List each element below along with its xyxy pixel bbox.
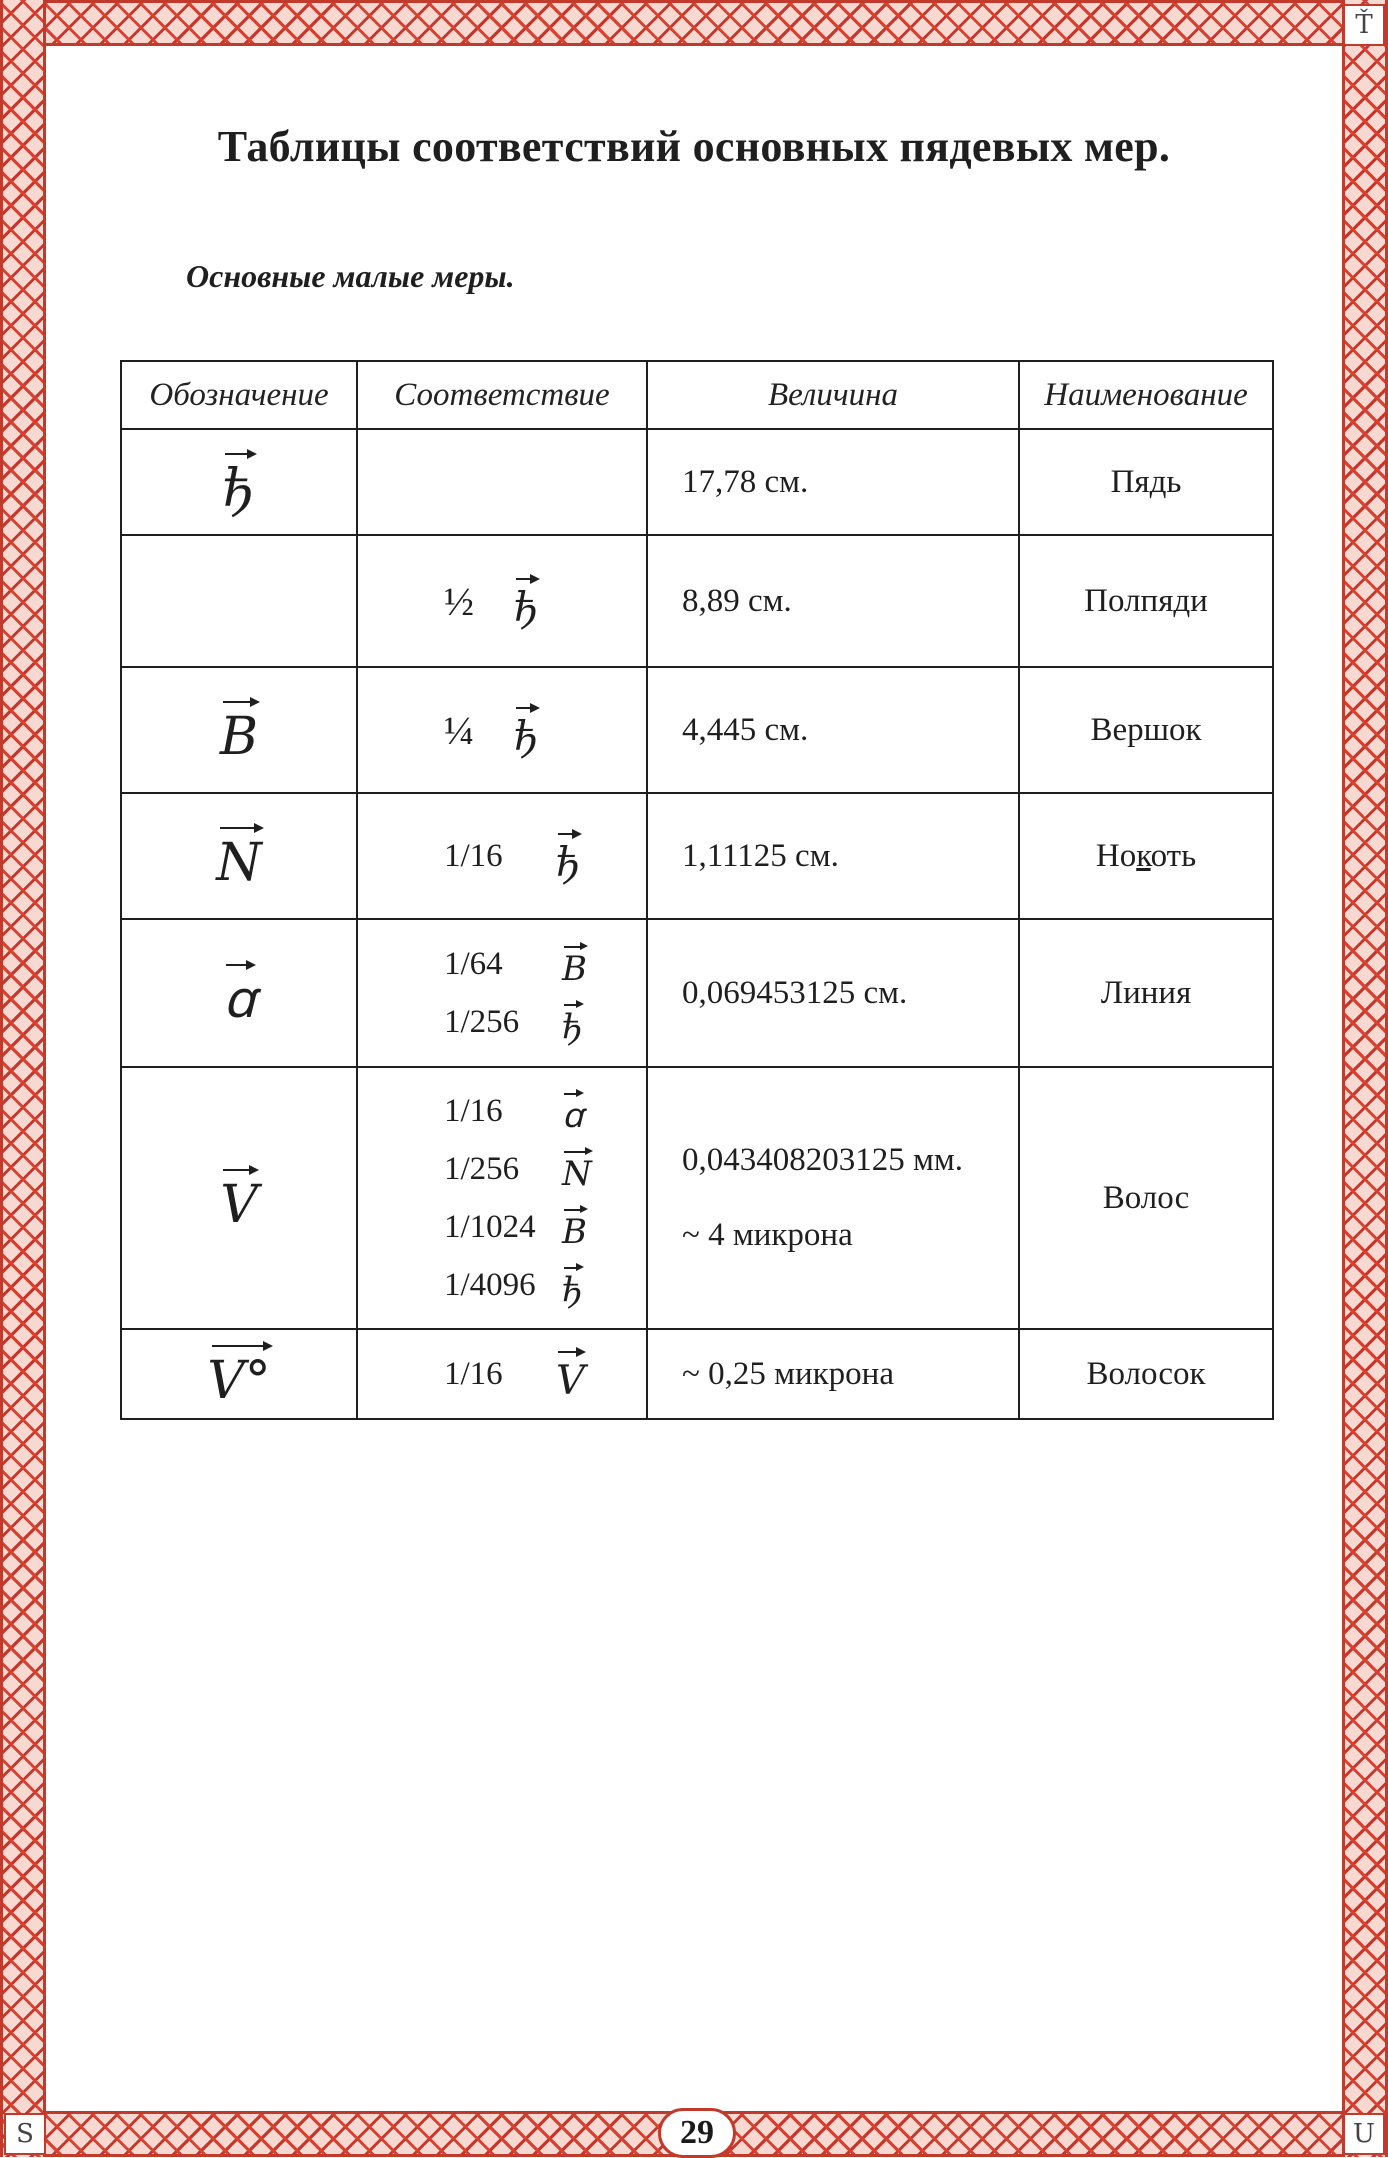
symbol-glyph: ђ — [556, 840, 581, 886]
cell-value — [647, 535, 1019, 667]
cell-name: Пядь — [1019, 429, 1273, 535]
decorative-border-left — [0, 0, 46, 2157]
table-row — [121, 1329, 1273, 1419]
table-row — [121, 1067, 1273, 1329]
table-row — [121, 919, 1273, 1067]
fraction-text: 1/64 — [444, 945, 503, 982]
vector-arrow-icon — [558, 1347, 586, 1357]
fraction-text: ½ — [444, 578, 474, 624]
vector-symbol — [216, 823, 262, 893]
corner-glyph-bottom-left: S — [4, 2113, 46, 2155]
cell-symbol — [121, 1329, 357, 1419]
fraction-text: 1/4096 — [444, 1266, 536, 1303]
symbol-glyph: B — [562, 949, 587, 989]
name-part-stressed: к — [1136, 837, 1151, 874]
symbol-glyph: N — [562, 1154, 592, 1194]
fraction-text: 1/1024 — [444, 1208, 536, 1245]
table-row — [121, 793, 1273, 919]
cell-value — [647, 1067, 1019, 1329]
value-text: 1,11125 см. — [682, 837, 839, 874]
fraction-text: 1/16 — [444, 1355, 503, 1392]
vector-symbol — [220, 1165, 258, 1235]
cell-correspondence — [357, 1067, 647, 1329]
vector-arrow-icon — [564, 1263, 584, 1273]
symbol-glyph: ꭤ — [223, 970, 255, 1030]
value-text: ~ 4 микрона — [682, 1217, 853, 1253]
vector-symbol — [556, 829, 581, 886]
cell-name: Линия — [1019, 919, 1273, 1067]
value-text: 4,445 см. — [682, 711, 809, 748]
vector-symbol — [514, 574, 539, 631]
vector-arrow-icon — [223, 1165, 259, 1175]
cell-name: Волос — [1019, 1067, 1273, 1329]
vector-arrow-icon — [564, 1089, 584, 1099]
symbol-glyph: B — [562, 1212, 587, 1252]
cell-correspondence — [357, 919, 647, 1067]
section-subtitle: Основные малые меры. — [186, 258, 515, 294]
table-row — [121, 535, 1273, 667]
cell-name — [1019, 793, 1273, 919]
symbol-glyph: ђ — [562, 1007, 584, 1047]
vector-arrow-icon — [564, 1000, 584, 1010]
cell-symbol — [121, 535, 357, 667]
cell-value — [647, 793, 1019, 919]
header-designation: Обозначение — [121, 361, 357, 429]
cell-name: Полпяди — [1019, 535, 1273, 667]
symbol-glyph: V — [556, 1358, 585, 1404]
vector-symbol — [222, 449, 256, 519]
vector-arrow-icon — [564, 1205, 588, 1215]
symbol-glyph: ђ — [222, 459, 256, 519]
name-part: Но — [1095, 837, 1137, 874]
corner-glyph-bottom-right: U — [1343, 2113, 1385, 2155]
header-correspondence: Соответствие — [357, 361, 647, 429]
vector-arrow-icon — [220, 823, 264, 833]
cell-symbol — [121, 793, 357, 919]
vector-symbol — [556, 1347, 585, 1404]
value-text: 17,78 см. — [682, 463, 809, 500]
header-value: Величина — [647, 361, 1019, 429]
cell-value — [647, 1329, 1019, 1419]
vector-symbol — [562, 1147, 592, 1194]
symbol-glyph: V° — [207, 1351, 271, 1411]
symbol-glyph: ꭤ — [562, 1096, 583, 1136]
vector-symbol — [562, 1263, 584, 1310]
table-row — [121, 429, 1273, 535]
vector-symbol — [562, 1089, 583, 1136]
vector-arrow-icon — [564, 942, 588, 952]
value-text: 8,89 см. — [682, 582, 792, 619]
cell-symbol — [121, 919, 357, 1067]
cell-name: Волосок — [1019, 1329, 1273, 1419]
cell-correspondence — [357, 429, 647, 535]
fraction-text: 1/256 — [444, 1003, 520, 1040]
fraction-text: 1/16 — [444, 837, 503, 874]
cell-value — [647, 667, 1019, 793]
symbol-glyph: ђ — [514, 585, 539, 631]
cell-value — [647, 429, 1019, 535]
table-header-row — [121, 361, 1273, 429]
fraction-text: ¼ — [444, 707, 474, 753]
vector-arrow-icon — [212, 1341, 273, 1351]
vector-symbol — [223, 960, 255, 1030]
vector-symbol — [207, 1341, 271, 1411]
vector-symbol — [562, 1000, 584, 1047]
decorative-border-top — [0, 0, 1388, 46]
corner-glyph-top-right: Ť — [1343, 4, 1385, 46]
vector-arrow-icon — [223, 697, 260, 707]
symbol-glyph: ђ — [562, 1270, 584, 1310]
fraction-text: 1/16 — [444, 1092, 503, 1129]
vector-arrow-icon — [564, 1147, 593, 1157]
vector-symbol — [562, 1205, 587, 1252]
vector-symbol — [219, 697, 259, 767]
vector-arrow-icon — [558, 829, 582, 839]
symbol-glyph: V — [220, 1175, 258, 1235]
cell-symbol — [121, 667, 357, 793]
cell-correspondence — [357, 1329, 647, 1419]
cell-symbol — [121, 429, 357, 535]
symbol-glyph: B — [219, 707, 259, 767]
cell-name: Вершок — [1019, 667, 1273, 793]
value-text: 0,043408203125 мм. — [682, 1142, 964, 1178]
name-part: оть — [1150, 837, 1197, 874]
cell-correspondence — [357, 793, 647, 919]
table-row — [121, 667, 1273, 793]
page-title: Таблицы соответствий основных пядевых мер. — [217, 122, 1171, 172]
vector-arrow-icon — [516, 703, 540, 713]
value-text: ~ 0,25 микрона — [682, 1355, 894, 1392]
value-text: 0,069453125 см. — [682, 974, 908, 1011]
vector-arrow-icon — [516, 574, 540, 584]
cell-correspondence — [357, 667, 647, 793]
symbol-glyph: N — [216, 833, 262, 893]
cell-correspondence — [357, 535, 647, 667]
vector-symbol — [514, 703, 539, 760]
decorative-border-right — [1342, 0, 1388, 2157]
fraction-text: 1/256 — [444, 1150, 520, 1187]
symbol-glyph: ђ — [514, 714, 539, 760]
cell-symbol — [121, 1067, 357, 1329]
cell-value — [647, 919, 1019, 1067]
vector-symbol — [562, 942, 587, 989]
vector-arrow-icon — [226, 960, 257, 970]
vector-arrow-icon — [225, 449, 256, 459]
page-number: 29 — [658, 2108, 736, 2158]
measures-table — [120, 360, 1274, 1420]
header-name: Наименование — [1019, 361, 1273, 429]
